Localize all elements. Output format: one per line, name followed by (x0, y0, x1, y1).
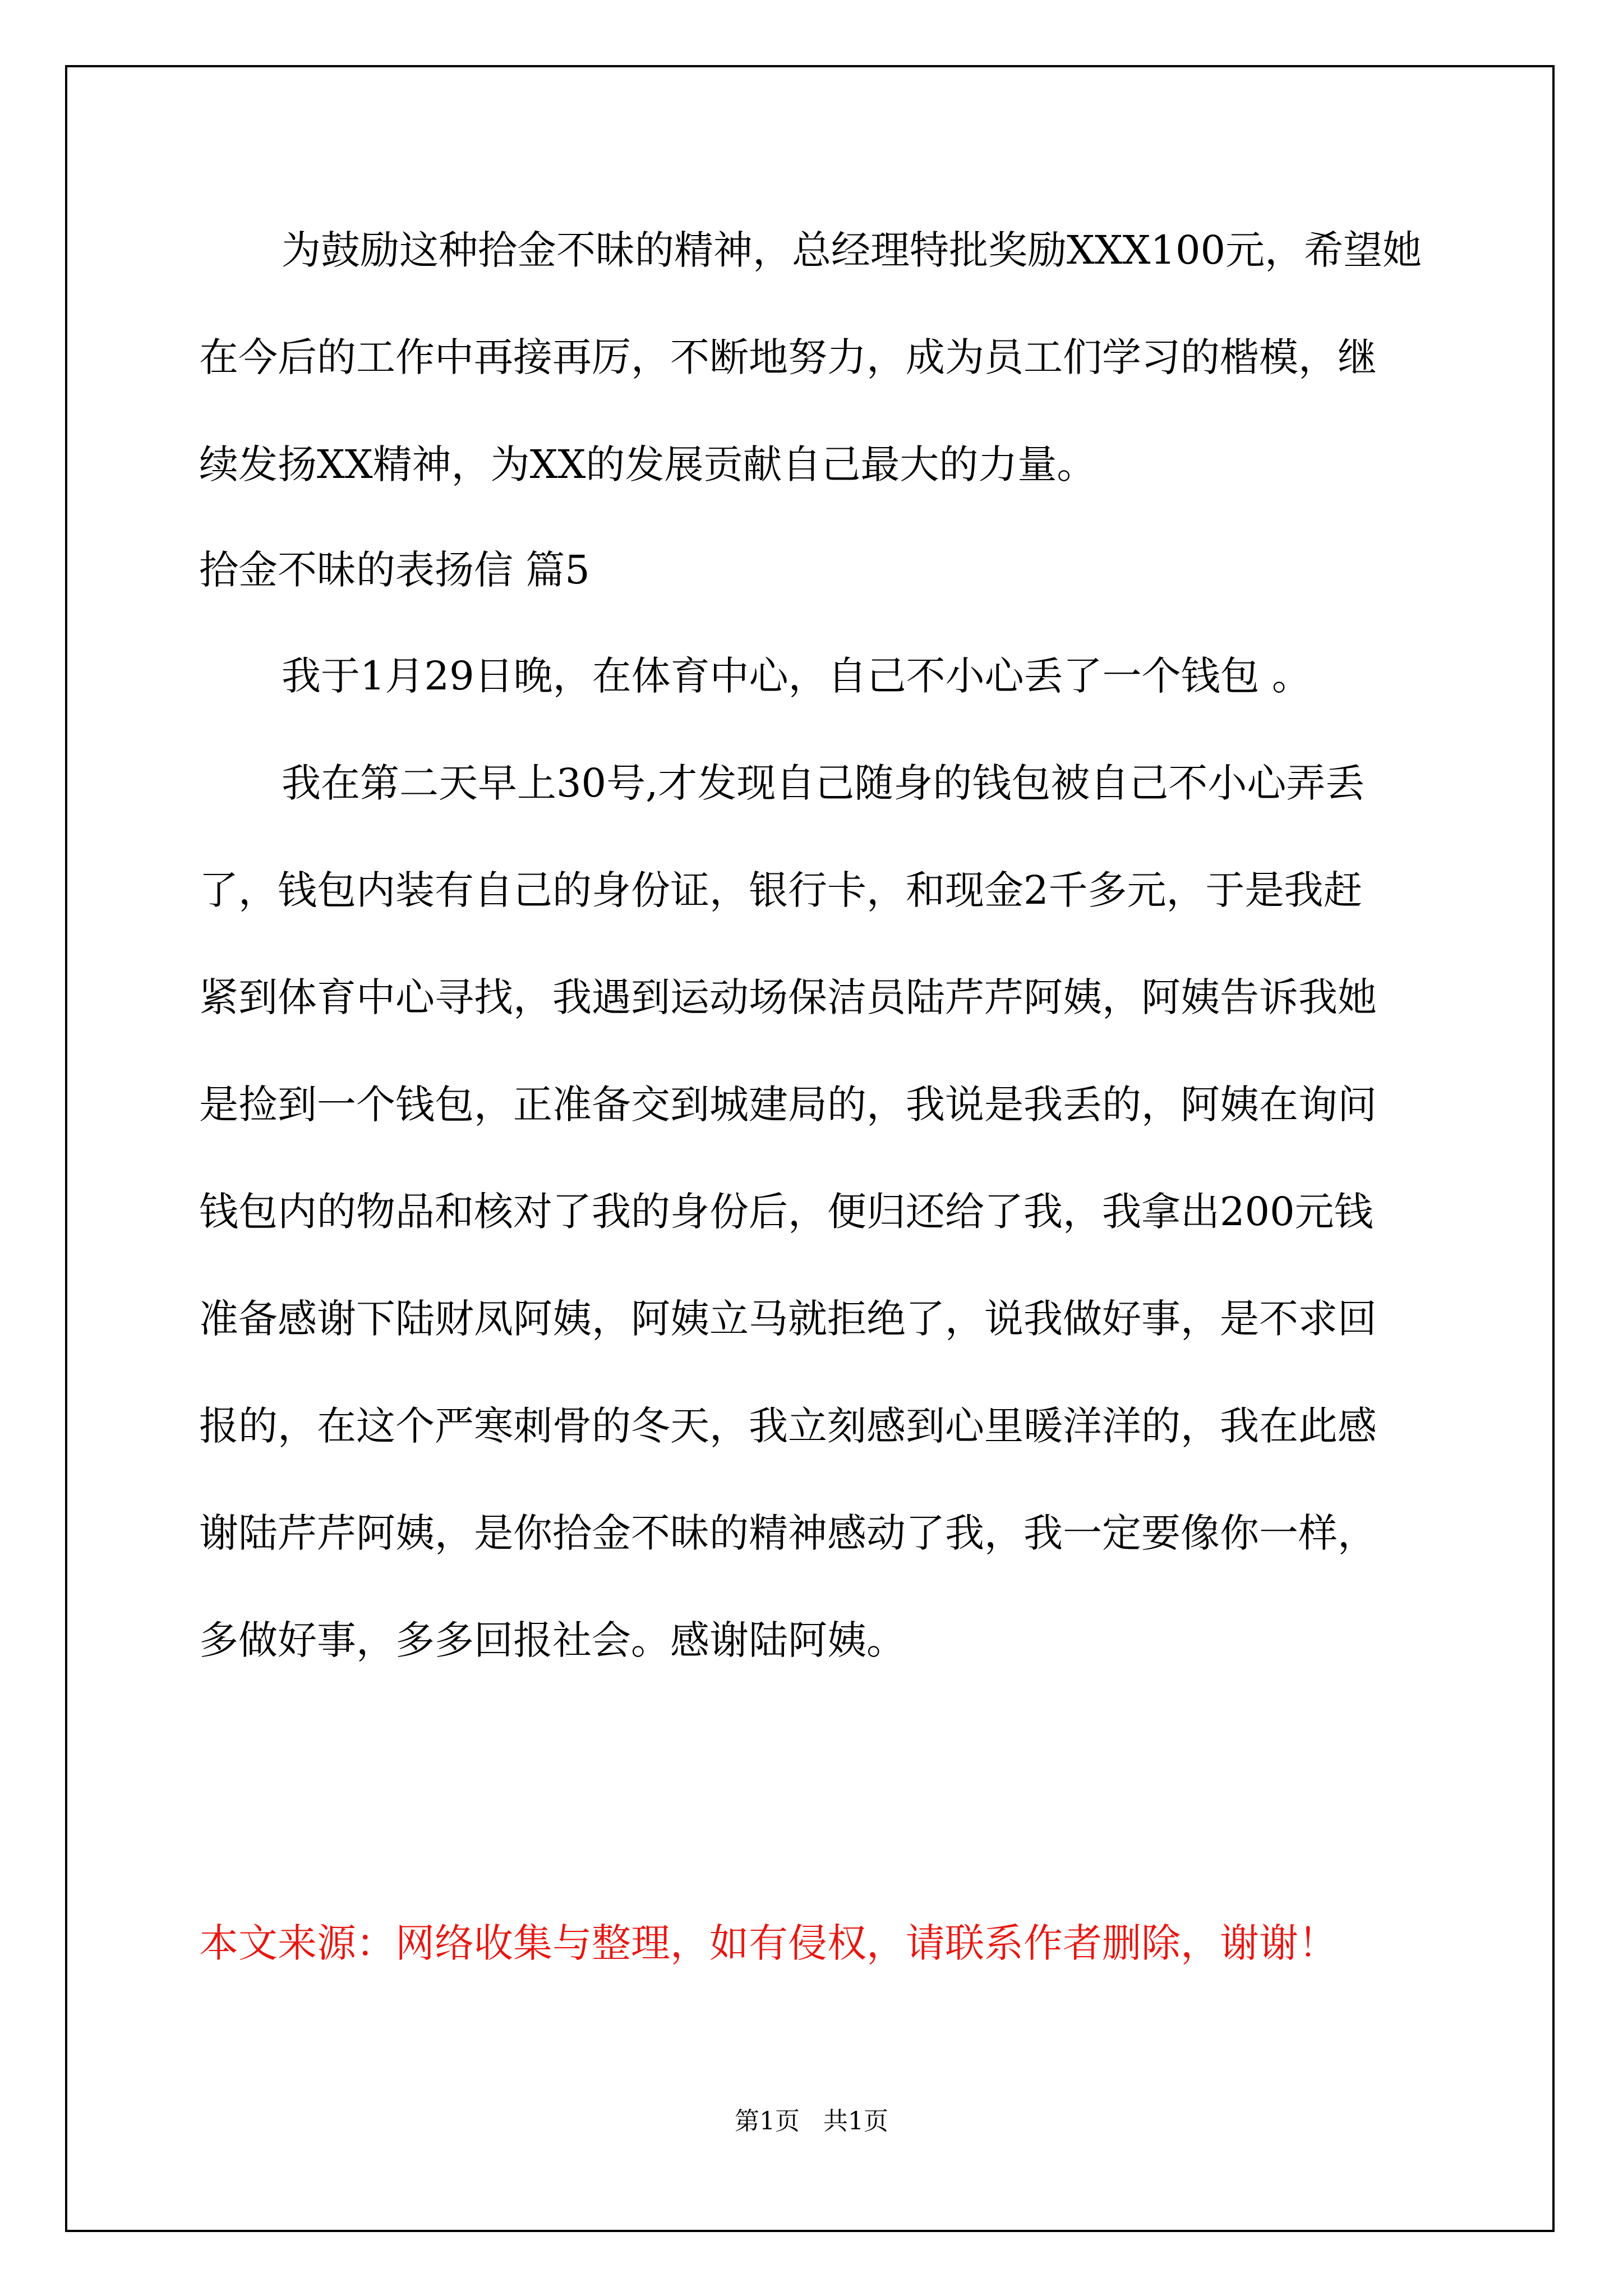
section-heading: 拾金不昧的表扬信 篇5 (199, 547, 590, 593)
paragraph-1-line-3: 续发扬XX精神，为XX的发展贡献自己最大的力量。 (199, 441, 1096, 487)
paragraph-2: 我于1月29日晚，在体育中心，自己不小心丢了一个钱包 。 (282, 653, 1311, 699)
paragraph-3-line-9: 多做好事，多多回报社会。感谢陆阿姨。 (199, 1617, 906, 1663)
paragraph-1-line-2: 在今后的工作中再接再厉，不断地努力，成为员工们学习的楷模，继 (199, 334, 1377, 380)
paragraph-3-line-4: 是捡到一个钱包，正准备交到城建局的，我说是我丢的，阿姨在询问 (199, 1082, 1377, 1128)
page-border (65, 65, 1555, 2232)
paragraph-3-line-5: 钱包内的物品和核对了我的身份后，便归还给了我，我拿出200元钱 (199, 1189, 1373, 1235)
source-note: 本文来源：网络收集与整理，如有侵权，请联系作者删除，谢谢！ (199, 1920, 1338, 1966)
paragraph-1-line-1: 为鼓励这种拾金不昧的精神，总经理特批奖励XXX100元，希望她 (282, 227, 1422, 273)
page-number: 第1页 共1页 (735, 2107, 888, 2136)
paragraph-3-line-7: 报的，在这个严寒刺骨的冬天，我立刻感到心里暖洋洋的，我在此感 (199, 1403, 1377, 1449)
paragraph-3-line-2: 了，钱包内装有自己的身份证，银行卡，和现金2千多元，于是我赶 (199, 867, 1363, 913)
paragraph-3-line-6: 准备感谢下陆财凤阿姨，阿姨立马就拒绝了，说我做好事，是不求回 (199, 1296, 1377, 1342)
paragraph-3-line-3: 紧到体育中心寻找，我遇到运动场保洁员陆芹芹阿姨，阿姨告诉我她 (199, 974, 1377, 1020)
paragraph-3-line-1: 我在第二天早上30号,才发现自己随身的钱包被自己不小心弄丢 (282, 760, 1365, 806)
paragraph-3-line-8: 谢陆芹芹阿姨，是你拾金不昧的精神感动了我，我一定要像你一样， (199, 1510, 1377, 1556)
